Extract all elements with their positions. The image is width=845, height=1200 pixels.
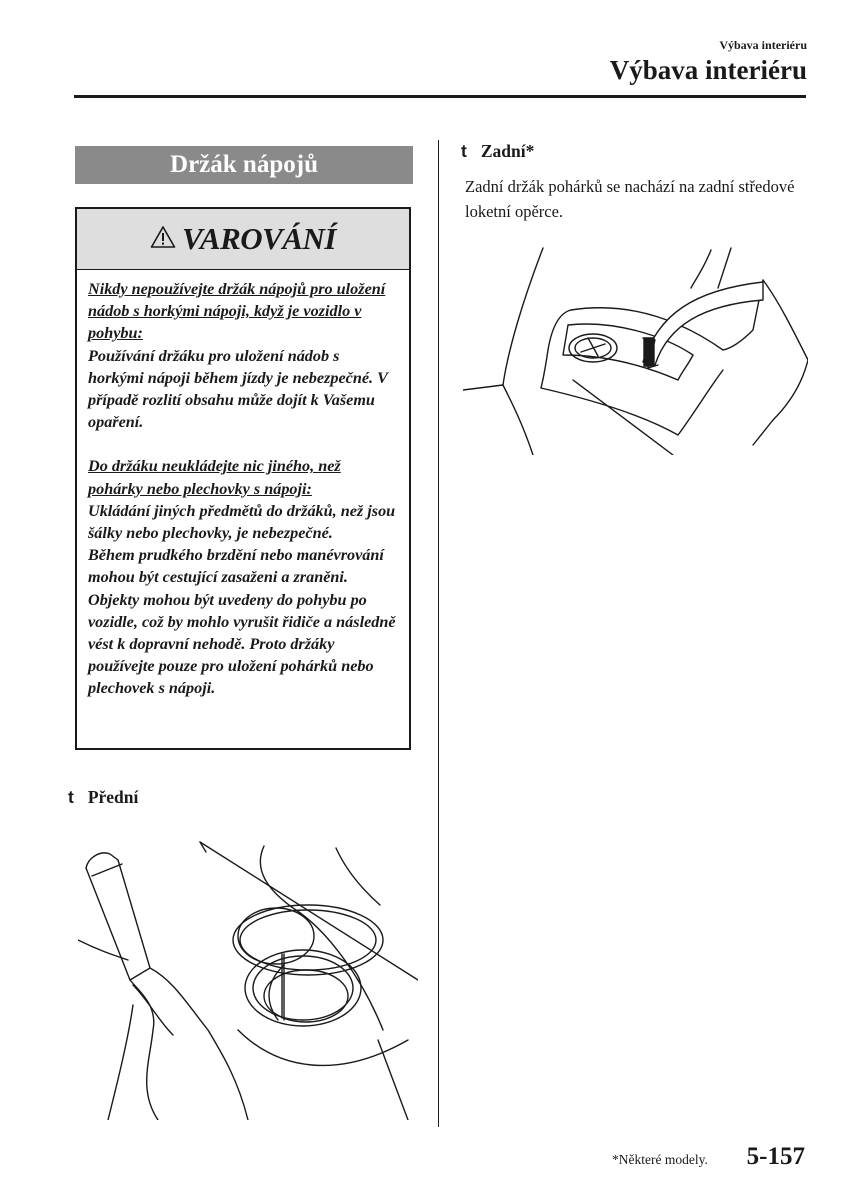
page-number: 5-157 — [746, 1143, 805, 1170]
rear-heading — [461, 141, 534, 162]
header-section-small: Výbava interiéru — [719, 38, 807, 52]
rear-description: Zadní držák pohárků se nachází na zadní středové loketní opěrce. — [465, 177, 795, 221]
warning-box — [75, 207, 411, 750]
warning-block1-heading: Nikdy nepoužívejte držák nápojů pro uložení nádob s horkými nápoji, když je vozidlo v pohybu: — [88, 280, 386, 343]
header-section-title: Výbava interiéru — [609, 55, 807, 85]
warning-block2-text1: Ukládání jiných předmětů do držáků, než jsou šálky nebo plechovky, je nebezpečné. — [88, 501, 396, 543]
warning-triangle-icon — [150, 225, 176, 254]
front-label: Přední — [87, 787, 139, 807]
front-bullet: t — [68, 787, 74, 807]
front-cup-holder-illustration — [78, 830, 418, 1125]
warning-block2-heading: Do držáku neukládejte nic jiného, než pohárky nebo plechovky s nápoji: — [88, 457, 341, 498]
footer-note: *Některé modely. — [612, 1152, 708, 1167]
header-rule — [74, 95, 806, 98]
warning-block1-text: Používání držáku pro uložení nádob s horkými nápoji během jízdy je nebezpečné. V případě rozlití obsahu může dojít k Vašemu opaření. — [88, 346, 388, 432]
front-heading — [68, 787, 138, 808]
warning-block2-text2: Během prudkého brzdění nebo manévrování mohou být cestující zasaženi a zraněni. Objekty mohou být uvedeny do pohybu po vozidle, což by mohlo vyrušit řidiče a následně vést k dopravní nehodě. Proto držáky používejte pouze pro uložení pohárků nebo plechovek s nápoji. — [88, 546, 396, 698]
column-divider — [438, 140, 439, 1127]
rear-cup-holder-illustration — [463, 240, 808, 460]
rear-bullet: t — [461, 141, 467, 161]
section-title: Držák nápojů — [75, 146, 413, 184]
rear-label: Zadní* — [480, 141, 535, 161]
warning-body — [77, 270, 409, 700]
warning-title: VAROVÁNÍ — [182, 221, 336, 256]
warning-header — [77, 209, 409, 270]
